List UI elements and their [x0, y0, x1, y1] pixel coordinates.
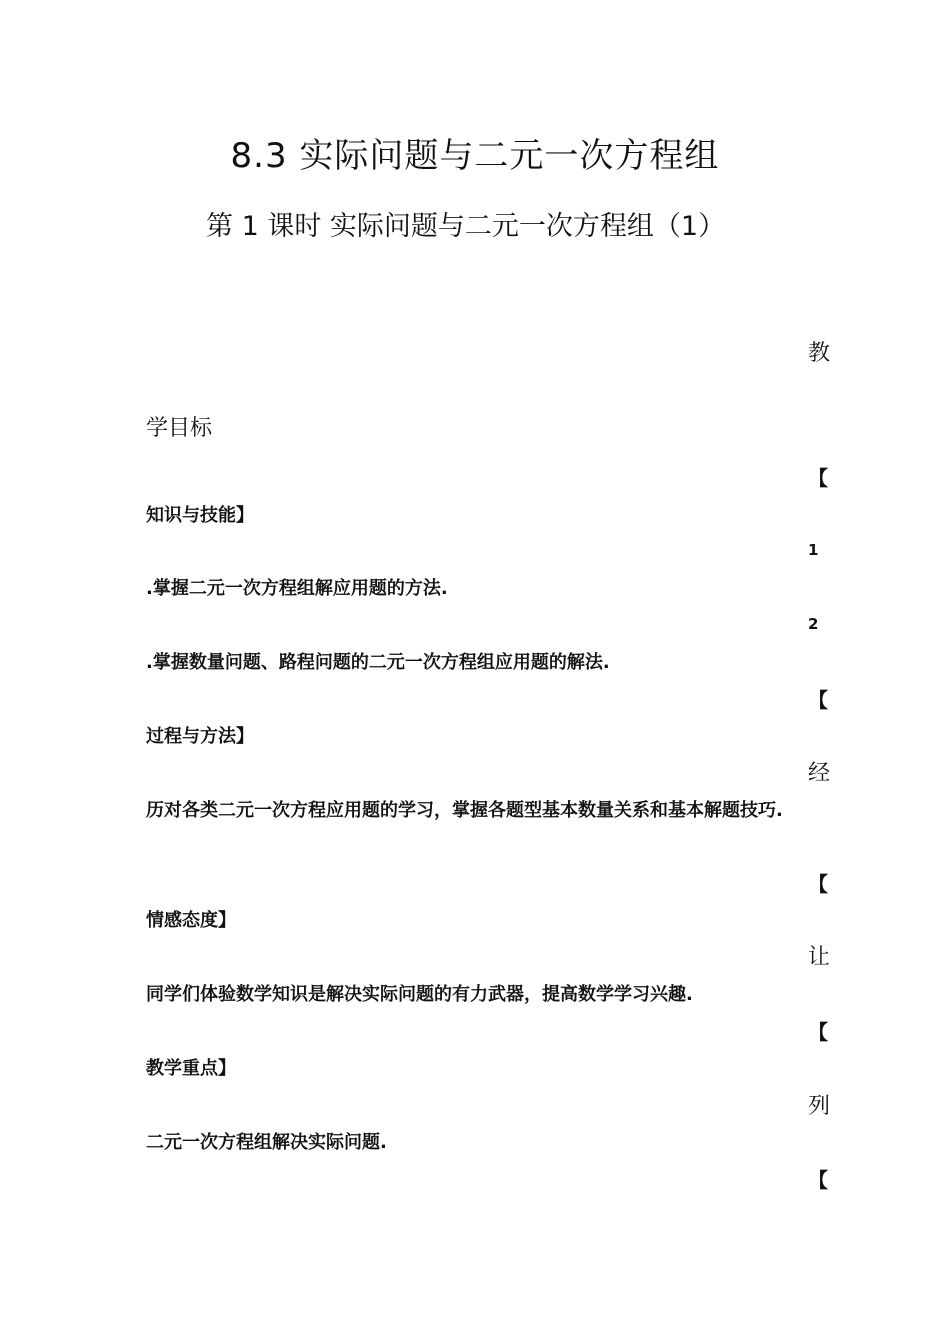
- item-number-1: 1: [808, 541, 819, 559]
- fragment-teaching-goals: 学目标: [146, 416, 213, 441]
- emotion-attitude-text: 同学们体验数学知识是解决实际问题的有力武器，提高数学学习兴趣.: [146, 984, 693, 1005]
- item-1-text: .掌握二元一次方程组解应用题的方法.: [146, 578, 448, 599]
- bracket-4: 【: [808, 1020, 828, 1044]
- bracket-1: 【: [808, 466, 828, 490]
- heading-emotion-attitude: 情感态度】: [146, 910, 236, 931]
- fragment-jing: 经: [808, 761, 831, 786]
- item-number-2: 2: [808, 615, 819, 633]
- bracket-3: 【: [808, 872, 828, 896]
- fragment-jiao: 教: [808, 341, 831, 366]
- bracket-2: 【: [808, 688, 828, 712]
- heading-process-method: 过程与方法】: [146, 726, 254, 747]
- bracket-5: 【: [808, 1168, 828, 1192]
- fragment-rang: 让: [808, 945, 831, 970]
- heading-teaching-focus: 教学重点】: [146, 1058, 236, 1079]
- teaching-focus-text: 二元一次方程组解决实际问题.: [146, 1132, 387, 1153]
- document-subtitle: 第 1 课时 实际问题与二元一次方程组（1）: [206, 211, 726, 242]
- heading-knowledge-skills: 知识与技能】: [146, 505, 254, 526]
- document-title: 8.3 实际问题与二元一次方程组: [230, 136, 720, 176]
- item-2-text: .掌握数量问题、路程问题的二元一次方程组应用题的解法.: [146, 652, 610, 673]
- process-method-text: 历对各类二元一次方程应用题的学习，掌握各题型基本数量关系和基本解题技巧.: [146, 800, 783, 821]
- fragment-lie: 列: [808, 1094, 831, 1119]
